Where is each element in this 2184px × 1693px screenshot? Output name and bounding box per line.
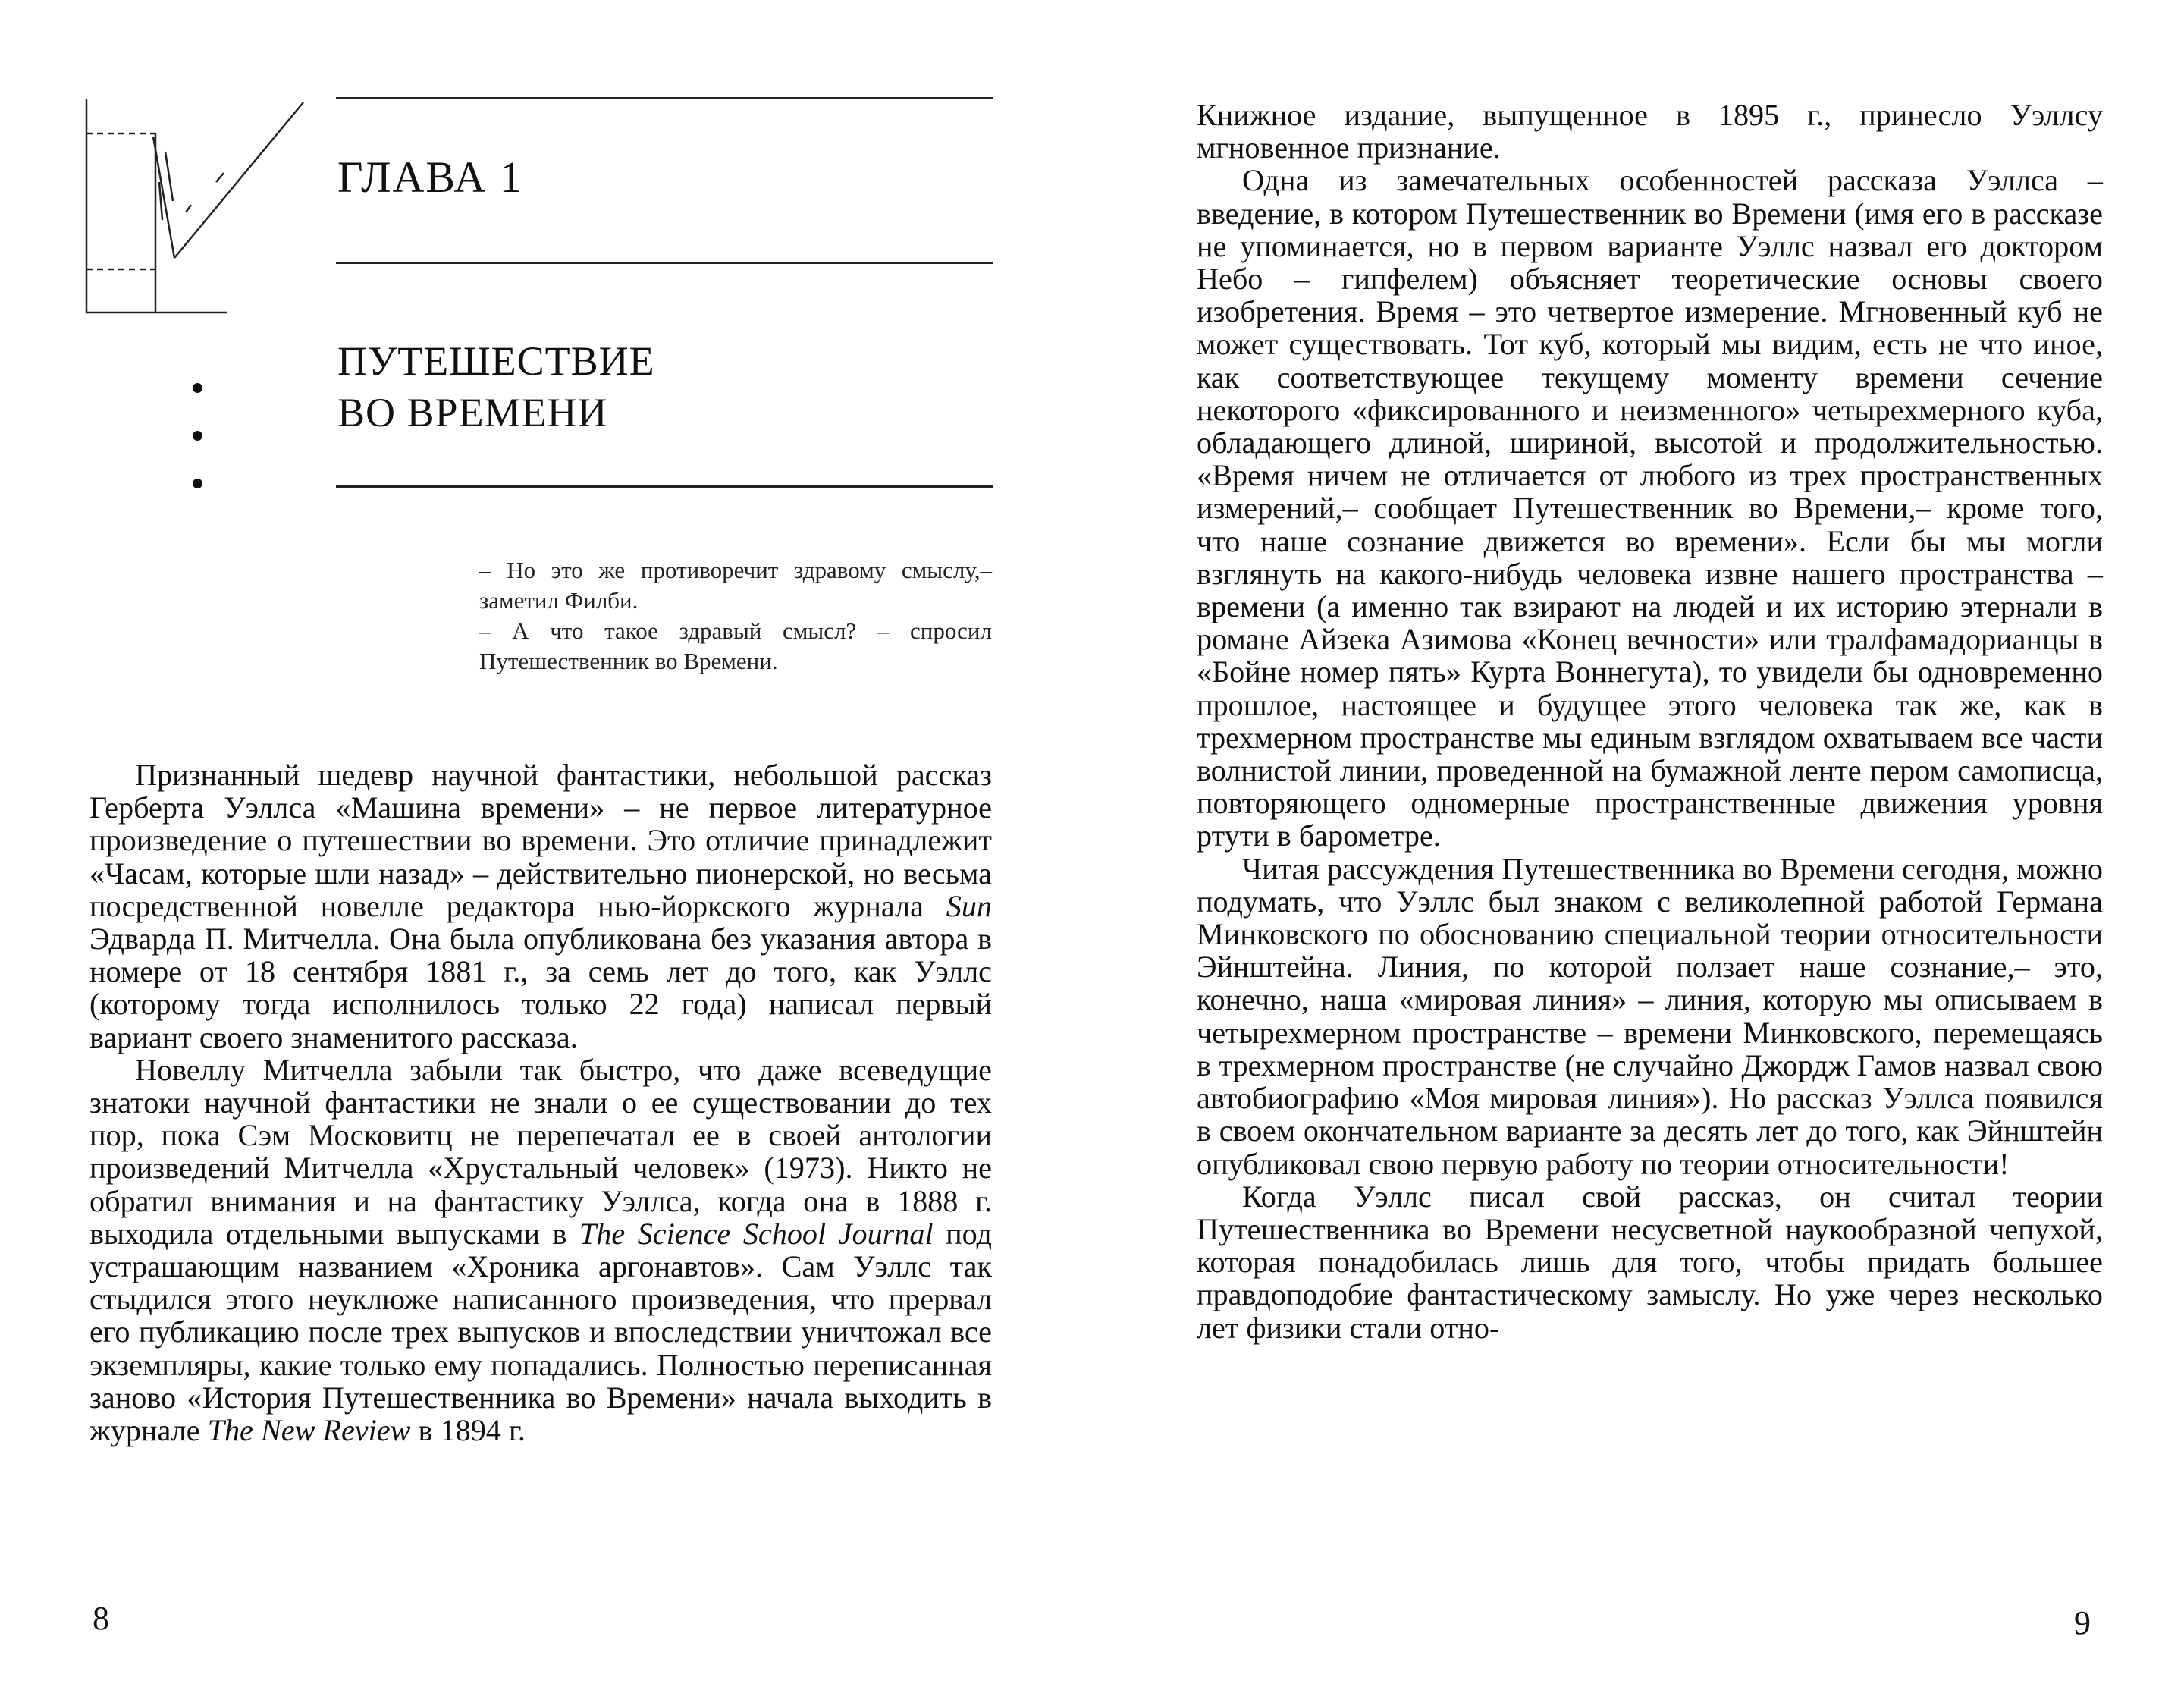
chapter-rule-bottom (336, 485, 993, 488)
page-number: 8 (93, 1600, 109, 1637)
chapter-title (337, 335, 655, 438)
paragraph: Когда Уэллс писал свой рассказ, он считал теории Путешественника во Времени несусветной наукообразной чепухой, которая понадобилась лишь для того, чтобы придать большее правдоподобие фантастическому замыслу. Но уже через несколько лет физики стали отно- (1197, 1179, 2103, 1345)
chapter-rule-top (336, 97, 993, 99)
left-body-text (89, 759, 992, 1446)
bullet-dot-icon (193, 479, 202, 488)
epigraph (479, 555, 992, 677)
chapter-ornament-icon (83, 99, 311, 326)
chapter-bullets (193, 383, 208, 526)
right-body-text (1197, 99, 2103, 1344)
paragraph: Признанный шедевр научной фантастики, небольшой рассказ Герберта Уэллса «Машина времени» – не первое литературное произведение о путешествии во времени. Это отличие принадлежит «Часам, которые шли назад» – действительно пионерской, но весьма посредственной новелле редактора нью-йоркского журнала Sun Эдварда П. Митчелла. Она была опубликована без указания автора в номере от 18 сентября 1881 г., за семь лет до того, как Уэллс (которому тогда исполнилось только 22 года) написал первый вариант своего знаменитого рассказа. (89, 758, 992, 1054)
epigraph-line-2: – А что такое здравый смысл? – спросил Путешественник во Времени. (479, 617, 992, 674)
bullet-dot-icon (193, 431, 202, 441)
paragraph: Новеллу Митчелла забыли так быстро, что даже всеведущие знатоки научной фантастики не знали о ее существовании до тех пор, пока Сэм Московитц не перепечатал ее в своей антологии произведений Митчелла «Хрустальный человек» (1973). Никто не обратил внимания и на фантастику Уэллса, когда она в 1888 г. выходила отдельными выпусками в The Science School Journal под устрашающим названием «Хроника аргонавтов». Сам Уэллс так стыдился этого неуклюже написанного произведения, что прервал его публикацию после трех выпусков и впоследствии уничтожал все экземпляры, какие только ему попадались. Полностью переписанная заново «История Путешественника во Времени» начала выходить в журнале The New Review в 1894 г. (89, 1052, 992, 1448)
right-page (1092, 0, 2184, 1693)
page-number: 9 (2074, 1604, 2091, 1641)
epigraph-line-1: – Но это же противоречит здравому смыслу,– заметил Филби. (479, 557, 992, 614)
bullet-dot-icon (193, 383, 202, 393)
chapter-title-line-1: ПУТЕШЕСТВИЕ (337, 338, 655, 384)
paragraph: Читая рассуждения Путешественника во Времени сегодня, можно подумать, что Уэллс был знаком с великолепной работой Германа Минковского по обоснованию специальной теории относительности Эйнштейна. Линия, по которой ползает наше сознание,– это, конечно, наша «мировая линия» – линия, которую мы описываем в четырехмерном пространстве – времени Минковского, перемещаясь в трехмерном пространстве (не случайно Джордж Гамов назвал свою автобиографию «Моя мировая линия»). Но рассказ Уэллса появился в своем окончательном варианте за десять лет до того, как Эйнштейн опубликовал свою первую работу по теории относительности! (1197, 851, 2103, 1181)
chapter-label: ГЛАВА 1 (337, 152, 523, 202)
paragraph: Одна из замечательных особенностей рассказа Уэллса – введение, в котором Путешественник во Времени (имя его в рассказе не упоминается, но в первом варианте Уэллс назвал его доктором Небо – гипфелем) объясняет теоретические основы своего изобретения. Время – это четвертое измерение. Мгновенный куб не может существовать. Тот куб, который мы видим, есть не что иное, как соответствующее текущему моменту времени сечение некоторого «фиксированного и неизменного» четырехмерного куба, обладающего длиной, шириной, высотой и продолжительностью. «Время ничем не отличается от любого из трех пространственных измерений,– сообщает Путешественник во Времени,– кроме того, что наше сознание движется во времени». Если бы мы могли взглянуть на какого-нибудь человека извне нашего пространства – времени (а именно так взирают на людей и их историю этернали в романе Айзека Азимова «Конец вечности» или тралфамадорианцы в «Бойне номер пять» Курта Воннегута), то увидели бы одновременно прошлое, настоящее и будущее этого человека так же, как в трехмерном пространстве мы единым взглядом охватываем все части волнистой линии, проведенной на бумажной ленте пером самописца, повторяющего одномерные пространственные движения уровня ртути в барометре. (1197, 163, 2103, 853)
chapter-rule-middle (336, 262, 993, 264)
paragraph: Книжное издание, выпущенное в 1895 г., принесло Уэллсу мгновенное признание. (1197, 98, 2103, 165)
chapter-title-line-2: ВО ВРЕМЕНИ (337, 390, 608, 435)
